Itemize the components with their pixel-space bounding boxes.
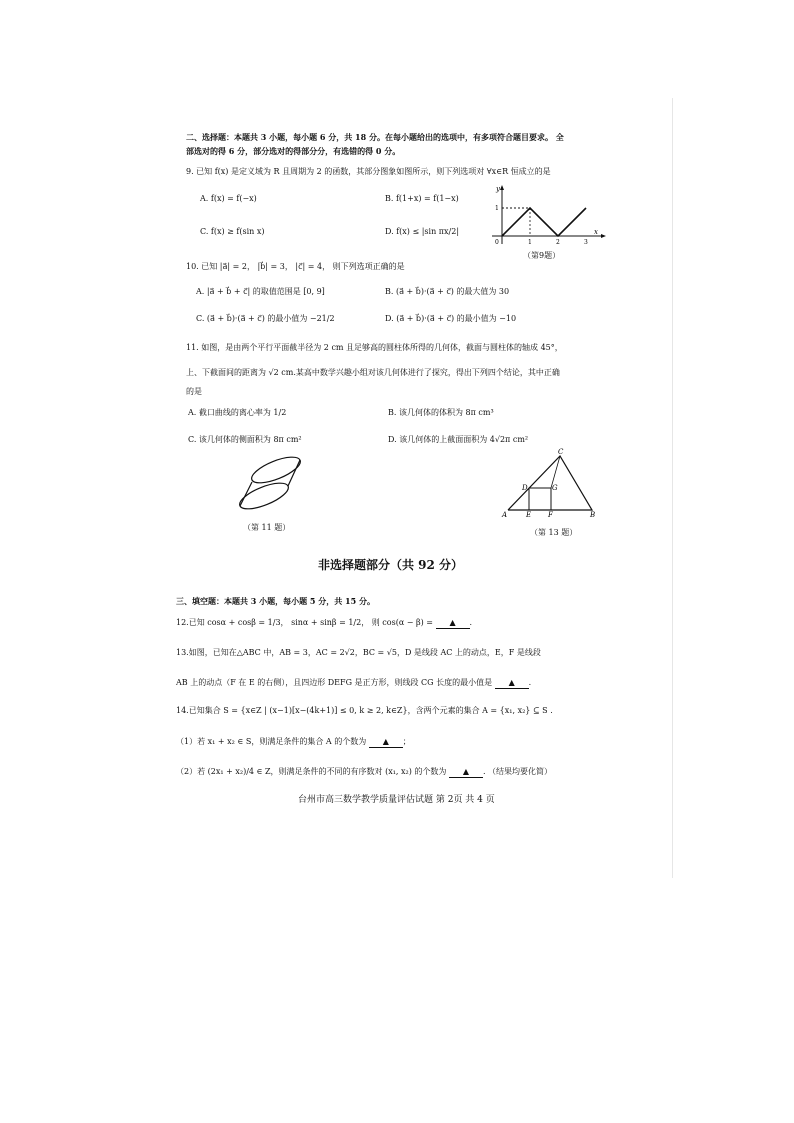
q13-label-f: F: [548, 511, 553, 518]
q13-label-e: E: [526, 511, 532, 518]
q14-part1-text: （1）若 x₁ + x₂ ∈ S，则满足条件的集合 A 的个数为: [176, 737, 367, 746]
section3-header: 三、填空题：本题共 3 小题，每小题 5 分，共 15 分。: [176, 596, 375, 606]
q13-triangle-figure: [500, 446, 600, 518]
q12-end: .: [469, 618, 473, 627]
q12-answer-blank: ▲: [436, 617, 470, 629]
q10-option-a: A. |a⃗ + b⃗ + c⃗| 的取值范围是 [0, 9]: [196, 287, 325, 296]
q13-label-g: G: [552, 484, 558, 492]
q9-graph: [488, 182, 608, 250]
q14-part1-blank: ▲: [369, 736, 403, 748]
q9-graph-x-label: x: [594, 228, 598, 236]
q11-stem-line2: 上、下截面间的距离为 √2 cm.某高中数学兴趣小组对该几何体进行了探究，得出下列四个结论，其中正确: [186, 368, 560, 377]
q10-option-d: D. (a⃗ + b⃗)·(a⃗ + c⃗) 的最小值为 −10: [385, 314, 517, 323]
q9-graph-tick-1: 1: [528, 239, 532, 246]
section2-header-line1: 二、选择题：本题共 3 小题，每小题 6 分，共 18 分。在每小题给出的选项中，有多项符合题目要求。 全: [186, 132, 564, 142]
q14-part1: [176, 736, 411, 748]
q9-graph-tick-2: 2: [556, 239, 560, 246]
q9-graph-y-label: y: [496, 185, 500, 193]
q9-option-a: A. f(x) = f(−x): [200, 194, 257, 203]
q14-stem: 14.已知集合 S = {x∈Z | (x−1)[x−(4k+1)] ≤ 0, k ≥ 2, k∈Z}，含两个元素的集合 A = {x₁, x₂} ⊆ S .: [176, 706, 553, 715]
q13-line1: 13.如图，已知在△ABC 中，AB = 3，AC = 2√2，BC = √5，D 是线段 AC 上的动点，E，F 是线段: [176, 648, 541, 657]
q14-part2-blank: ▲: [449, 766, 483, 778]
q13-label-a: A: [502, 511, 508, 518]
q9-option-c: C. f(x) ≥ f(sin x): [200, 227, 265, 236]
q11-stem-line3: 的是: [186, 387, 202, 396]
q9-caption: （第9题）: [523, 251, 561, 260]
q9-option-d: D. f(x) ≤ |sin πx/2|: [385, 227, 460, 236]
scan-edge: [672, 98, 673, 878]
q9-graph-tick-3: 3: [584, 239, 588, 246]
q10-option-b: B. (a⃗ + b⃗)·(a⃗ + c⃗) 的最大值为 30: [385, 287, 510, 296]
q13-caption: （第 13 题）: [530, 528, 578, 537]
part2-title: 非选择题部分（共 92 分）: [318, 558, 464, 572]
q11-option-b: B. 该几何体的体积为 8π cm³: [388, 408, 494, 417]
q13-label-c: C: [558, 448, 564, 456]
q13-label-d: D: [522, 484, 528, 492]
q11-stem-line1: 11. 如图，是由两个平行平面截半径为 2 cm 且足够高的圆柱体所得的几何体，截面与圆柱体的轴成 45°，: [186, 343, 563, 352]
q9-stem: 9. 已知 f(x) 是定义域为 R 且周期为 2 的函数，其部分图象如图所示，则下列选项对 ∀x∈R 恒成立的是: [186, 167, 551, 176]
q12-stem: [176, 617, 472, 629]
q14-part1-end: ；: [402, 737, 411, 746]
q14-part2: [176, 766, 552, 778]
q13-label-b: B: [590, 511, 596, 518]
q9-graph-y-tick-1: 1: [495, 205, 499, 212]
q10-option-c: C. (a⃗ + b⃗)·(a⃗ + c⃗) 的最小值为 −21/2: [196, 314, 335, 323]
q11-caption: （第 11 题）: [243, 523, 291, 532]
q9-graph-origin: 0: [495, 239, 499, 246]
q12-stem-text: 12.已知 cosα + cosβ = 1/3， sinα + sinβ = 1/2， 则 cos(α − β) =: [176, 618, 433, 627]
q11-option-d: D. 该几何体的上截面面积为 4√2π cm²: [388, 435, 529, 444]
q9-option-b: B. f(1+x) = f(1−x): [385, 194, 459, 203]
q11-option-c: C. 该几何体的侧面积为 8π cm²: [188, 435, 302, 444]
q11-option-a: A. 截口曲线的离心率为 1/2: [188, 408, 287, 417]
q13-answer-blank: ▲: [495, 677, 529, 689]
q14-part2-text: （2）若 (2x₁ + x₂)/4 ∈ Z，则满足条件的不同的有序数对 (x₁, x₂) 的个数为: [176, 767, 447, 776]
page-footer: 台州市高三数学教学质量评估试题 第 2页 共 4 页: [298, 795, 495, 805]
q13-line2: [176, 677, 531, 689]
q10-stem: 10. 已知 |a⃗| = 2， |b⃗| = 3， |c⃗| = 4， 则下列选项正确的是: [186, 262, 405, 271]
section2-header-line2: 部选对的得 6 分，部分选对的得部分分，有选错的得 0 分。: [186, 146, 401, 156]
q11-solid-figure: [236, 452, 306, 514]
q14-part2-end: . （结果均要化简）: [482, 767, 553, 776]
q13-line2-text: AB 上的动点（F 在 E 的右侧），且四边形 DEFG 是正方形，则线段 CG 长度的最小值是: [176, 678, 493, 687]
q13-end: .: [528, 678, 532, 687]
